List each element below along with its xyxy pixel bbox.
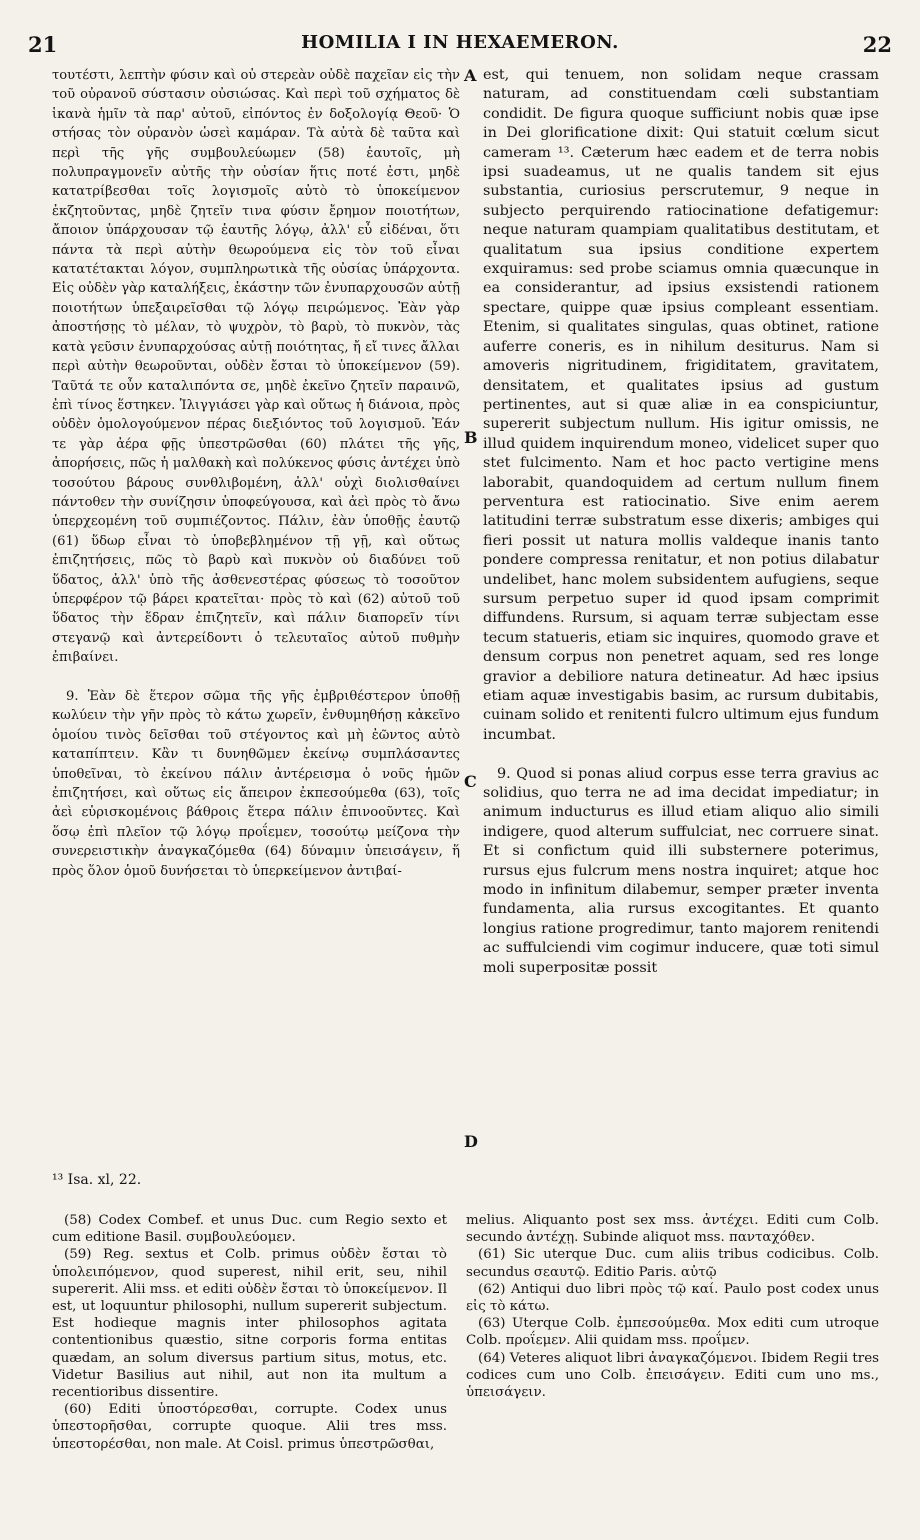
margin-letter-a: A xyxy=(464,66,477,85)
note-60: (60) Editi ὑποστόρεσθαι, corrupte. Codex unus ὑπεστορῆσθαι, corrupte quoque. Alii tres mss. ὑπεστορέσθαι, non male. At Coisl. primus ὑπεστρῶσθαι, xyxy=(52,1402,447,1452)
note-59: (59) Reg. sextus et Colb. primus οὐδὲν ἔσται τὸ ὑπολειπόμενον, quod superest, nihil erit, seu, nihil supererit. Alii mss. et editi οὐδὲν ἔσται τὸ ὑποκείμενον. Il est, ut loquuntur philosophi, nullum supererit subjectum. Est hodieque magnis inter philosophos agitata contentionibus quæstio, sitne corporis forma entitas quædam, an solum diversus partium situs, motus, etc. Videtur Basilius aut nihil, aut non ita multum a recentioribus dissentire. xyxy=(52,1247,447,1401)
greek-paragraph-2: 9. Ἐὰν δὲ ἕτερον σῶμα τῆς γῆς ἐμβριθέστερον ὑποθῇ κωλύειν τὴν γῆν πρὸς τὸ κάτω χωρεῖν, ἐνθυμηθήσῃ κἀκεῖνο ὁμοίου τινὸς δεῖσθαι τοῦ στέγοντος καὶ μὴ ἐῶντος αὐτὸ καταπίπτειν. Κἂν τι δυνηθῶμεν ἐκείνῳ συμπλάσαντες ὑποθεῖναι, τὸ ἐκείνου πάλιν ἀντέρεισμα ὁ νοῦς ἡμῶν ἐπιζητήσει, καὶ οὕτως εἰς ἄπειρον ἐκπεσούμεθα (63), τοῖς ἀεὶ εὑρισκομένοις βάθροις ἕτερα πάλιν ἐπινοοῦντες. Καὶ ὅσῳ ἐπὶ πλεῖον τῷ λόγῳ προΐεμεν, τοσούτῳ μείζονα τὴν συνερειστικὴν ἀναγκαζόμεθα (64) δύναμιν ὑπεισάγειν, ἥ πρὸς ὅλον ὁμοῦ δυνήσεται τὸ ὑπερκείμενον ἀντιβαί- xyxy=(52,688,460,879)
note-62: (62) Antiqui duo libri πρὸς τῷ καί. Paulo post codex unus εἰς τὸ κάτω. xyxy=(466,1281,879,1315)
latin-paragraph-1: est, qui tenuem, non solidam neque crassam naturam, ad constituendam cœli substantiam condidit. De figura quoque sufficiunt nobis quæ ipse in Dei glorificatione dixit: Qui statuit cœlum sicut cameram ¹³. Cæterum hæc eadem et de terra nobis ipsi suadeamus, ut ne qualis tandem sit ejus substantia, curiosius perscrutemur, 9 neque in subjecto perquirendo ratiocinatione defatigemur: neque naturam quampiam qualitatibus destitutam, et qualitatum sua ipsius conditione expertem exquiramus: sed probe sciamus omnia quæcunque in ea considerantur, ad ipsius exsistendi rationem spectare, quippe quæ ipsius compleant essentiam. Etenim, si qualitates singulas, quas obtinet, ratione auferre coneris, es in nihilum desiturus. Nam si amoveris nigritudinem, frigiditatem, gravitatem, densitatem, et qualitates ipsius ad gustum pertinentes, aut si quæ aliæ in ea conspiciuntur, supererit subjectum nullum. His igitur omissis, ne illud quidem inquirendum moneo, videlicet super quo stet fulcimento. Nam et hoc pacto vertigine mens laborabit, quandoquidem ad certum nullum finem perventura est ratiocinatio. Sive enim aerem latitudini terræ substratum esse dixeris; ambiges qui fieri possit ut natura mollis valdeque inanis tanto pondere compressa renitatur, et non potius dilabatur undelibet, hanc molem subsidentem aufugiens, seque sursum perpetuo super id quod ipsam comprimit diffundens. Rursum, si aquam terræ subjectam esse tecum statueris, etiam sic inquires, quomodo grave et densum corpus non penetret aquam, sed res longe gravior a debiliore natura detineatur. Ad hæc ipsius etiam aquæ investigabis basim, ac rursum dubitabis, cuinam solido et renitenti fulcro ultimum ejus fundum incumbat. xyxy=(483,67,879,743)
greek-paragraph-1: τουτέστι, λεπτὴν φύσιν καὶ οὐ στερεὰν οὐδὲ παχεῖαν εἰς τὴν τοῦ οὐρανοῦ σύστασιν οὐσιώσας. Καὶ περὶ τοῦ σχήματος δὲ ἱκανὰ ἡμῖν τὰ παρ' αὐτοῦ, εἰπόντος ἐν δοξολογίᾳ Θεοῦ· Ὁ στήσας τὸν οὐρανὸν ὡσεὶ καμάραν. Τὰ αὐτὰ δὲ ταῦτα καὶ περὶ τῆς γῆς συμβουλεύωμεν (58) ἑαυτοῖς, μὴ πολυπραγμονεῖν αὐτῆς τὴν οὐσίαν ἥτις ποτέ ἐστι, μηδὲ κατατρίβεσθαι τοῖς λογισμοῖς αὐτὸ τὸ ὑποκείμενον ἐκζητοῦντας, μηδὲ ζητεῖν τινα φύσιν ἔρημον ποιοτήτων, ἄποιον ὑπάρχουσαν τῷ ἑαυτῆς λόγῳ, ἀλλ' εὖ εἰδέναι, ὅτι πάντα τὰ περὶ αὐτὴν θεωρούμενα εἰς τὸν τοῦ εἶναι κατατέτακται λόγον, συμπληρωτικὰ τῆς οὐσίας ὑπάρχοντα. Εἰς οὐδὲν γὰρ καταλήξεις, ἑκάστην τῶν ἐνυπαρχουσῶν αὐτῇ ποιοτήτων ὑπεξαιρεῖσθαι τῷ λόγῳ πειρώμενος. Ἐὰν γὰρ ἀποστήσῃς τὸ μέλαν, τὸ ψυχρὸν, τὸ βαρὺ, τὸ πυκνὸν, τὰς κατὰ γεῦσιν ἐνυπαρχούσας αὐτῇ ποιότητας, ἤ εἴ τινες ἄλλαι περὶ αὐτὴν θεωροῦνται, οὐδὲν ἔσται τὸ ὑποκείμενον (59). Ταῦτά τε οὖν καταλιπόντα σε, μηδὲ ἐκεῖνο ζητεῖν παραινῶ, ἐπὶ τίνος ἕστηκεν. Ἰλιγγιάσει γὰρ καὶ οὕτως ἡ διάνοια, πρὸς οὐδὲν ὁμολογούμενον πέρας διεξιόντος τοῦ λογισμοῦ. Ἐάν τε γὰρ ἀέρα φῇς ὑπεστρῶσθαι (60) πλάτει τῆς γῆς, ἀπορήσεις, πῶς ἡ μαλθακὴ καὶ πολύκενος φύσις ἀντέχει ὑπὸ τοσούτου βάρους συνθλιβομένη, ἀλλ' οὐχὶ διολισθαίνει πάντοθεν τὴν συνίζησιν ὑποφεύγουσα, καὶ ἀεὶ πρὸς τὸ ἄνω ὑπερχεομένη τοῦ συμπιέζοντος. Πάλιν, ἐὰν ὑποθῇς ἑαυτῷ (61) ὕδωρ εἶναι τὸ ὑποβεβλημένον τῇ γῇ, καὶ οὕτως ἐπιζητήσεις, πῶς τὸ βαρὺ καὶ πυκνὸν οὐ διαδύνει τοῦ ὕδατος, ἀλλ' ὑπὸ τῆς ἀσθενεστέρας φύσεως τὸ τοσοῦτον ὑπερφέρον τῷ βάρει κρατεῖται· πρὸς τὸ καὶ (62) αὐτοῦ τοῦ ὕδατος τὴν ἕδραν ἐπιζητεῖν, καὶ πάλιν διαπορεῖν τίνι στεγανῷ καὶ ἀντερείδοντι ὁ τελευταῖος αὐτοῦ πυθμὴν ἐπιβαίνει. xyxy=(52,68,460,666)
running-title: HOMILIA I IN HEXAEMERON. xyxy=(301,32,619,53)
note-61: (61) Sic uterque Duc. cum aliis tribus codicibus. Colb. secundus σεαυτῷ. Editio Paris. αὐτῷ xyxy=(466,1247,879,1280)
margin-letter-d: D xyxy=(464,1132,478,1151)
greek-column xyxy=(52,66,460,881)
margin-letter-b: B xyxy=(464,428,478,447)
page-number-right: 22 xyxy=(862,32,892,57)
note-60-continued: melius. Aliquanto post sex mss. ἀντέχει. Editi cum Colb. secundo ἀντέχῃ. Subinde aliquot mss. πανταχόθεν. xyxy=(466,1213,879,1246)
scripture-footnote: ¹³ Isa. xl, 22. xyxy=(52,1172,142,1188)
latin-paragraph-2: 9. Quod si ponas aliud corpus esse terra gravius ac solidius, quo terra ne ad ima decidat impediatur; in animum inducturus es illud etiam aliquo alio simili indigere, quod alterum suffulciat, nec corruere sinat. Et si confictum quid illi substernere poterimus, rursus ejus fulcrum mens nostra inquiret; atque hoc modo in infinitum dilabemur, semper præter inventa fundamenta, alia rursus excogitantes. Et quanto longius ratione progredimur, tanto majorem renitendi ac suffulciendi vim cogimur inducere, quæ toti simul moli superpositæ possit xyxy=(483,765,879,976)
running-header xyxy=(28,32,892,62)
note-58: (58) Codex Combef. et unus Duc. cum Regio sexto et cum editione Basil. συμβουλεύομεν. xyxy=(52,1213,447,1246)
latin-column xyxy=(483,66,879,978)
margin-letter-c: C xyxy=(464,772,477,791)
note-64: (64) Veteres aliquot libri ἀναγκαζόμενοι. Ibidem Regii tres codices cum uno Colb. ἐπεισάγειν. Editi cum uno ms., ὑπεισάγειν. xyxy=(466,1350,879,1401)
note-63: (63) Uterque Colb. ἐμπεσούμεθα. Mox editi cum utroque Colb. προΐεμεν. Alii quidam mss. προΐμεν. xyxy=(466,1316,879,1349)
page-number-left: 21 xyxy=(28,32,58,57)
critical-notes-right xyxy=(466,1212,879,1401)
critical-notes-left xyxy=(52,1212,447,1453)
